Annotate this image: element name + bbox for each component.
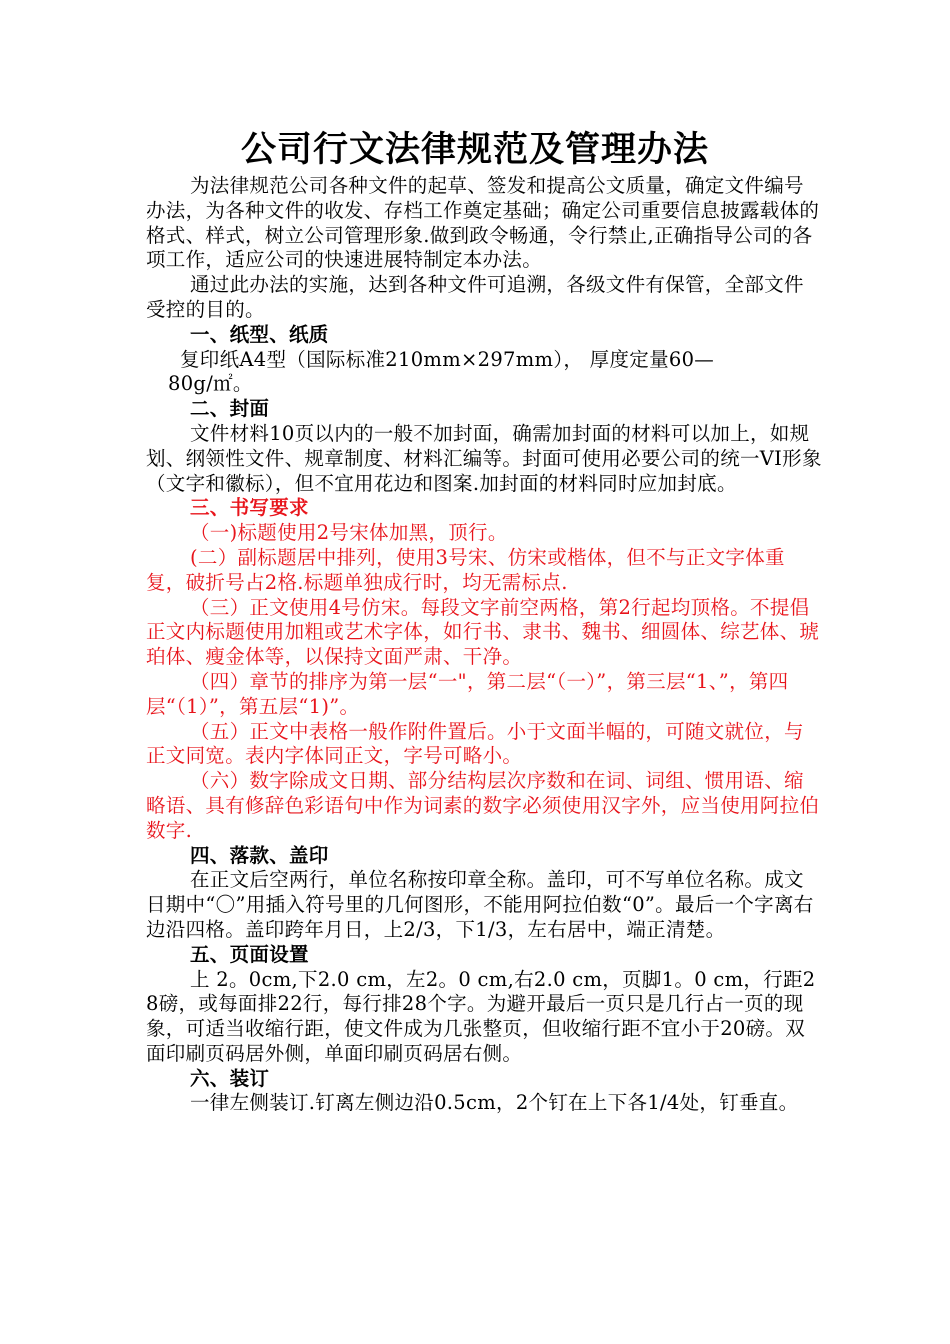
section-text-signature: 在正文后空两行，单位名称按印章全称。盖印，可不写单位名称。成文日期中“〇”用插入符号里的几何图形，不能用阿拉伯数“0”。最后一个字离右边沿四格。盖印跨年月日，上2/3，下1/3，左右居中，端正清楚。	[146, 868, 814, 941]
writing-item-2: (二）副标题居中排列，使用3号宋、仿宋或楷体，但不与正文字体重复，破折号占2格.标题单独成行时，均无需标点.	[146, 545, 785, 594]
section-heading-page-setup: 五、页面设置	[190, 942, 309, 966]
intro-paragraph-1: 为法律规范公司各种文件的起草、签发和提高公文质量，确定文件编号办法，为各种文件的收发、存档工作奠定基础；确定公司重要信息披露载体的格式、样式，树立公司管理形象.做到政令畅通，令行禁止,正确指导公司的各项工作，适应公司的快速进展特制定本办法。	[146, 174, 820, 272]
section-heading-cover: 二、封面	[190, 397, 270, 421]
writing-item-4: （四）章节的排序为第一层“一"，第二层“（一）”，第三层“1、”，第四层“（1）”，第五层“1)”。	[146, 669, 789, 718]
section-text-cover: 文件材料10页以内的一般不加封面，确需加封面的材料可以加上，如规划、纲领性文件、规章制度、材料汇编等。封面可使用必要公司的统一VI形象（文字和徽标），但不宜用花边和图案.加封面的材料同时应加封底。	[146, 421, 822, 495]
section-heading-writing: 三、书写要求	[190, 496, 309, 520]
section-heading-paper: 一、纸型、纸质	[190, 322, 329, 346]
document-body	[146, 174, 822, 1116]
writing-item-3: （三）正文使用4号仿宋。每段文字前空两格，第2行起均顶格。不提倡正文内标题使用加粗或艺术字体，如行书、隶书、魏书、细圆体、综艺体、琥珀体、瘦金体等，以保持文面严肃、干净。	[146, 595, 820, 669]
section-text-binding: 一律左侧装订.钉离左侧边沿0.5cm，2个钉在上下各1/4处，钉垂直。	[190, 1091, 799, 1115]
writing-item-6: （六）数字除成文日期、部分结构层次序数和在词、词组、惯用语、缩略语、具有修辞色彩语句中作为词素的数字必须使用汉字外，应当使用阿拉伯数字.	[146, 769, 820, 842]
section-heading-signature: 四、落款、盖印	[190, 843, 329, 867]
intro-paragraph-2: 通过此办法的实施，达到各种文件可追溯，各级文件有保管，全部文件受控的目的。	[146, 273, 804, 321]
document-title: 公司行文法律规范及管理办法	[240, 129, 709, 170]
writing-item-5: （五）正文中表格一般作附件置后。小于文面半幅的，可随文就位，与正文同宽。表内字体同正文，字号可略小。	[146, 719, 804, 768]
section-text-paper-line2: 80g/㎡。	[168, 372, 253, 396]
section-heading-binding: 六、装订	[190, 1066, 270, 1090]
writing-item-1: （一)标题使用2号宋体加黑，顶行。	[190, 521, 508, 545]
section-text-page-setup: 上 2。0cm,下2.0 cm，左2。0 cm,右2.0 cm，页脚1。0 cm，行距28磅，或每面排22行，每行排28个字。为避开最后一页只是几行占一页的现象，可适当收缩行距，使文件成为几张整页，但收缩行距不宜小于20磅。双面印刷页码居外侧，单面印刷页码居右侧。	[146, 967, 816, 1065]
section-text-paper-line1: 复印纸A4型（国际标准210mm×297mm）， 厚度定量60—	[180, 347, 715, 371]
